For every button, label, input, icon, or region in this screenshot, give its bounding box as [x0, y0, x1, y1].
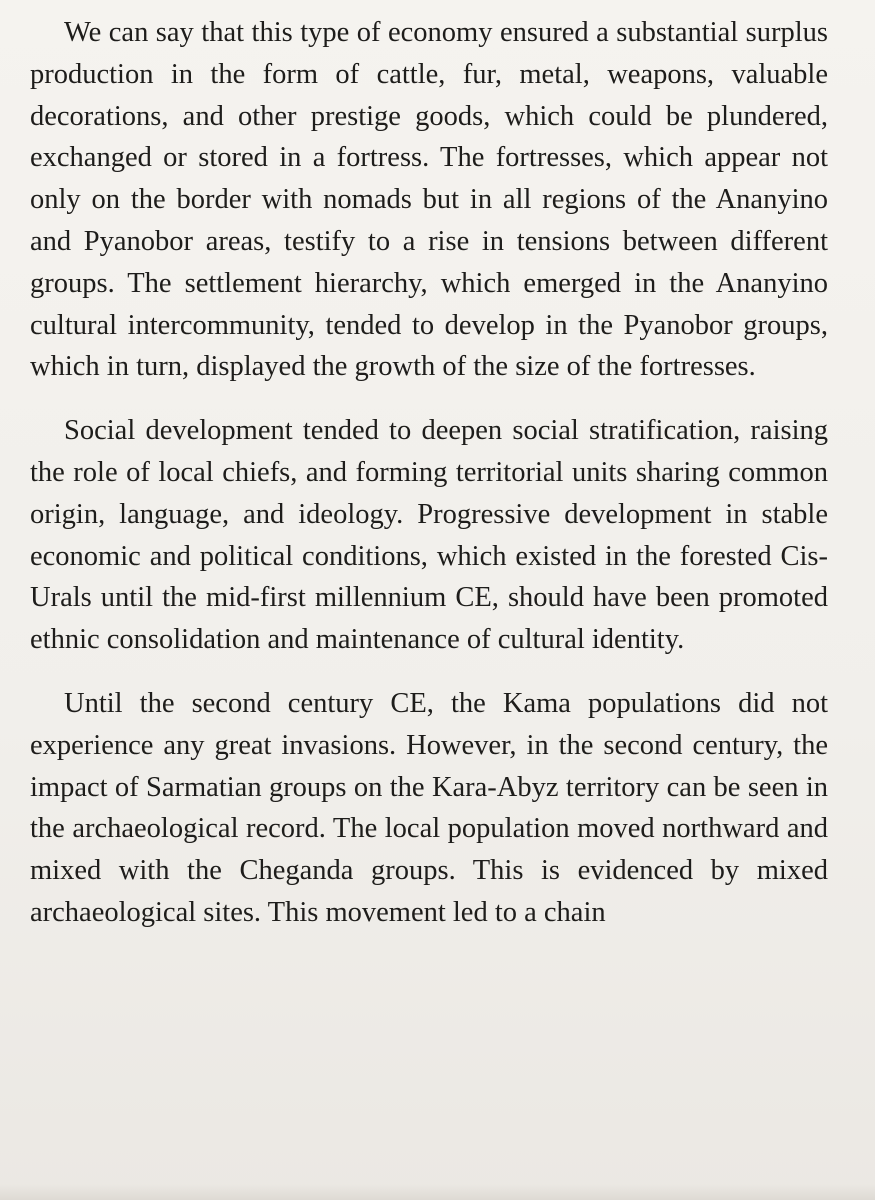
- paragraph-2: Social development tended to deepen social stratification, raising the role of local chiefs, and forming territorial units sharing common origin, language, and ideology. Progressive development in stable economic and political conditions, which existed in the forested Cis-Urals until the mid-first millennium CE, should have been promoted ethnic consolidation and maintenance of cultural identity.: [30, 415, 828, 656]
- body-text: [30, 12, 828, 934]
- paragraph-3: Until the second century CE, the Kama populations did not experience any great invasions. However, in the second century, the impact of Sarmatian groups on the Kara-Abyz territory can be seen in the archaeological record. The local population moved northward and mixed with the Cheganda groups. This is evidenced by mixed archaeological sites. This movement led to a chain: [30, 687, 828, 928]
- page-bottom-shadow: [0, 1184, 875, 1200]
- paragraph-1: We can say that this type of economy ensured a substantial surplus production in the form of cattle, fur, metal, weapons, valuable decorations, and other prestige goods, which could be plundered, exchanged or stored in a fortress. The fortresses, which appear not only on the border with nomads but in all regions of the Ananyino and Pyanobor areas, testify to a rise in tensions between different groups. The settlement hierarchy, which emerged in the Ananyino cultural intercommunity, tended to develop in the Pyanobor groups, which in turn, displayed the growth of the size of the fortresses.: [30, 17, 828, 383]
